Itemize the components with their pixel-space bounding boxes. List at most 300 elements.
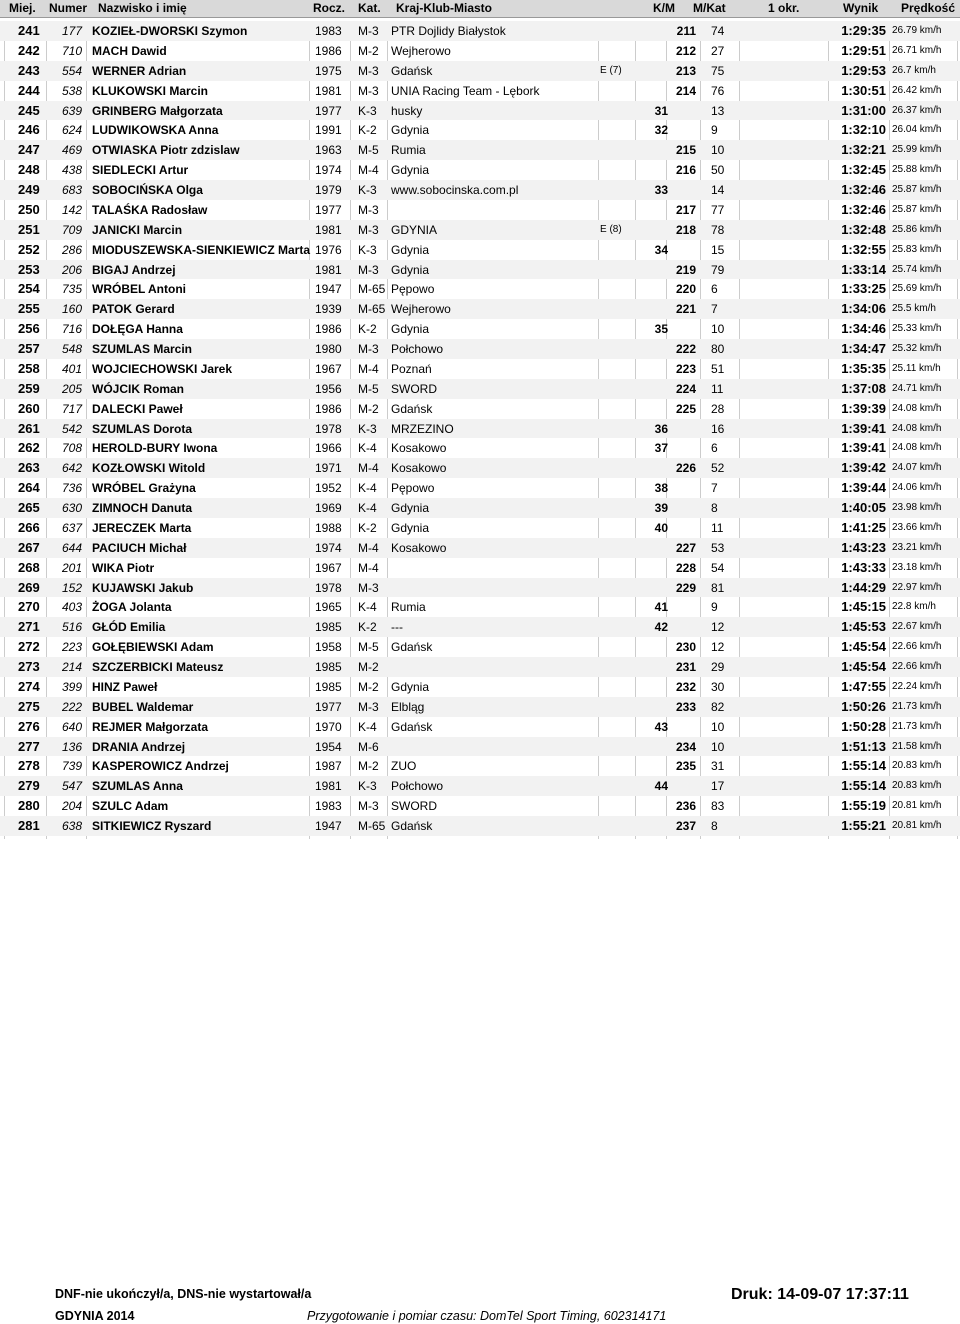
club-cell: ZUO xyxy=(391,759,417,774)
category-cell: M-2 xyxy=(358,679,379,694)
table-row xyxy=(0,61,960,81)
place-cell: 255 xyxy=(18,301,40,317)
open-place-cell: 234 xyxy=(675,739,696,754)
speed-cell: 22.67 km/h xyxy=(892,621,942,633)
result-time-cell: 1:55:21 xyxy=(841,818,886,833)
club-cell: Gdańsk xyxy=(391,63,433,78)
open-place-cell: 237 xyxy=(675,819,696,833)
speed-cell: 20.81 km/h xyxy=(892,820,942,831)
category-cell: M-2 xyxy=(358,43,379,58)
mkat-place-cell: 10 xyxy=(711,719,725,734)
club-cell: Elbląg xyxy=(391,699,425,714)
result-time-cell: 1:30:51 xyxy=(841,82,886,98)
table-header xyxy=(0,0,960,18)
mkat-place-cell: 10 xyxy=(711,143,725,158)
number-cell: 644 xyxy=(62,540,83,555)
name-cell: SZUMLAS Dorota xyxy=(92,421,192,436)
category-cell: M-5 xyxy=(358,640,379,655)
table-row xyxy=(0,140,960,160)
number-cell: 683 xyxy=(62,183,83,197)
result-time-cell: 1:32:55 xyxy=(841,241,886,257)
table-row xyxy=(0,657,960,677)
category-cell: K-3 xyxy=(358,242,377,257)
name-cell: MIODUSZEWSKA-SIENKIEWICZ Marta xyxy=(92,242,311,257)
place-cell: 273 xyxy=(18,659,40,674)
category-cell: K-4 xyxy=(358,501,377,515)
year-cell: 1967 xyxy=(315,560,342,575)
km-place-cell: 31 xyxy=(654,103,668,118)
open-place-cell: 222 xyxy=(675,342,696,356)
open-place-cell: 224 xyxy=(675,381,696,396)
speed-cell: 24.08 km/h xyxy=(892,402,942,414)
category-cell: K-4 xyxy=(358,719,377,734)
mkat-place-cell: 17 xyxy=(711,779,725,794)
speed-cell: 22.66 km/h xyxy=(892,641,942,653)
name-cell: WRÓBEL Antoni xyxy=(92,282,186,297)
table-row xyxy=(0,776,960,796)
speed-cell: 25.87 km/h xyxy=(892,184,942,195)
result-time-cell: 1:50:28 xyxy=(841,718,886,734)
name-cell: JANICKI Marcin xyxy=(92,222,183,237)
mkat-place-cell: 74 xyxy=(711,24,725,38)
km-place-cell: 33 xyxy=(654,183,668,197)
table-row xyxy=(0,816,960,836)
category-cell: K-3 xyxy=(358,779,377,794)
number-cell: 516 xyxy=(62,620,83,635)
table-row xyxy=(0,21,960,41)
place-cell: 252 xyxy=(18,241,40,257)
number-cell: 223 xyxy=(62,640,83,655)
mkat-place-cell: 13 xyxy=(711,103,725,118)
km-place-cell: 37 xyxy=(654,441,668,456)
header-year: Rocz. xyxy=(313,1,346,15)
club-cell: SWORD xyxy=(391,381,437,396)
year-cell: 1981 xyxy=(315,222,342,237)
number-cell: 708 xyxy=(62,441,83,456)
table-row xyxy=(0,200,960,220)
mkat-place-cell: 7 xyxy=(711,302,718,317)
year-cell: 1985 xyxy=(315,679,342,694)
year-cell: 1977 xyxy=(315,699,342,714)
category-cell: K-2 xyxy=(358,322,377,337)
speed-cell: 20.81 km/h xyxy=(892,800,942,812)
result-time-cell: 1:50:26 xyxy=(841,698,886,714)
number-cell: 717 xyxy=(62,401,83,416)
table-row xyxy=(0,578,960,598)
table-row xyxy=(0,419,960,439)
number-cell: 638 xyxy=(62,819,83,833)
footer-legend: DNF-nie ukończył/a, DNS-nie wystartował/a xyxy=(55,1287,312,1301)
open-place-cell: 213 xyxy=(675,63,696,78)
name-cell: WOJCIECHOWSKI Jarek xyxy=(92,361,233,376)
number-cell: 735 xyxy=(62,282,83,297)
mkat-place-cell: 11 xyxy=(711,381,724,396)
speed-cell: 20.83 km/h xyxy=(892,780,942,792)
name-cell: GOŁĘBIEWSKI Adam xyxy=(92,640,214,655)
result-time-cell: 1:31:00 xyxy=(841,102,886,118)
speed-cell: 23.18 km/h xyxy=(892,561,942,573)
km-place-cell: 35 xyxy=(654,322,668,337)
open-place-cell: 233 xyxy=(675,699,696,714)
table-row xyxy=(0,617,960,637)
number-cell: 542 xyxy=(62,421,83,436)
mkat-place-cell: 16 xyxy=(711,421,725,436)
club-cell: Gdańsk xyxy=(391,401,433,416)
year-cell: 1976 xyxy=(315,242,342,257)
year-cell: 1979 xyxy=(315,183,342,197)
results-table xyxy=(0,21,960,836)
km-place-cell: 42 xyxy=(654,620,668,635)
mkat-place-cell: 12 xyxy=(711,620,725,635)
year-cell: 1956 xyxy=(315,381,342,396)
table-row xyxy=(0,299,960,319)
number-cell: 222 xyxy=(62,699,83,714)
category-cell: M-2 xyxy=(358,660,379,674)
table-row xyxy=(0,796,960,816)
result-time-cell: 1:32:48 xyxy=(841,221,886,237)
category-cell: M-6 xyxy=(358,739,379,754)
table-row xyxy=(0,677,960,697)
mkat-place-cell: 30 xyxy=(711,679,725,694)
name-cell: KASPEROWICZ Andrzej xyxy=(92,759,229,774)
header-category: Kat. xyxy=(358,1,381,15)
mkat-place-cell: 54 xyxy=(711,560,725,575)
place-cell: 258 xyxy=(18,360,40,376)
name-cell: KOZŁOWSKI Witold xyxy=(92,461,206,476)
open-place-cell: 211 xyxy=(676,24,696,38)
number-cell: 716 xyxy=(62,322,83,337)
open-place-cell: 219 xyxy=(675,262,696,277)
year-cell: 1970 xyxy=(315,719,342,734)
header-name: Nazwisko i imię xyxy=(98,1,187,15)
name-cell: BIGAJ Andrzej xyxy=(92,262,176,277)
speed-cell: 24.06 km/h xyxy=(892,482,942,494)
name-cell: OTWIASKA Piotr zdzislaw xyxy=(92,143,240,158)
year-cell: 1981 xyxy=(315,262,342,277)
category-cell: M-4 xyxy=(358,163,379,178)
e-flag-cell: E (8) xyxy=(600,223,622,235)
mkat-place-cell: 79 xyxy=(711,262,725,277)
place-cell: 254 xyxy=(18,281,40,297)
table-row xyxy=(0,379,960,399)
result-time-cell: 1:40:05 xyxy=(841,500,886,515)
open-place-cell: 235 xyxy=(675,759,696,774)
year-cell: 1966 xyxy=(315,441,342,456)
speed-cell: 25.99 km/h xyxy=(892,144,942,156)
result-time-cell: 1:55:19 xyxy=(841,798,886,814)
club-cell: Kosakowo xyxy=(391,540,447,555)
speed-cell: 23.66 km/h xyxy=(892,521,942,533)
table-row xyxy=(0,697,960,717)
place-cell: 270 xyxy=(18,599,40,615)
name-cell: WIKA Piotr xyxy=(92,560,155,575)
club-cell: --- xyxy=(391,620,403,635)
number-cell: 554 xyxy=(62,63,83,78)
category-cell: M-3 xyxy=(358,699,379,714)
speed-cell: 25.11 km/h xyxy=(892,362,941,374)
mkat-place-cell: 6 xyxy=(711,441,718,456)
club-cell: Gdynia xyxy=(391,322,430,337)
mkat-place-cell: 29 xyxy=(711,660,725,674)
mkat-place-cell: 78 xyxy=(711,222,725,237)
header-speed: Prędkość xyxy=(901,1,956,15)
name-cell: ZIMNOCH Danuta xyxy=(92,501,192,515)
speed-cell: 26.42 km/h xyxy=(892,84,942,96)
place-cell: 269 xyxy=(18,579,40,595)
result-time-cell: 1:34:47 xyxy=(841,341,886,356)
club-cell: Pępowo xyxy=(391,481,435,496)
number-cell: 710 xyxy=(62,43,83,58)
place-cell: 264 xyxy=(18,480,40,496)
speed-cell: 22.97 km/h xyxy=(892,581,942,593)
header-mkat: M/Kat xyxy=(693,1,726,15)
place-cell: 274 xyxy=(18,678,40,694)
place-cell: 243 xyxy=(18,62,40,78)
speed-cell: 26.04 km/h xyxy=(892,124,942,136)
club-cell: Połchowo xyxy=(391,779,444,794)
result-time-cell: 1:32:21 xyxy=(841,142,886,158)
speed-cell: 26.79 km/h xyxy=(892,25,942,36)
speed-cell: 24.08 km/h xyxy=(892,442,942,454)
category-cell: M-3 xyxy=(358,222,379,237)
header-number: Numer xyxy=(49,1,88,15)
open-place-cell: 220 xyxy=(675,282,696,297)
speed-cell: 23.21 km/h xyxy=(892,541,942,553)
category-cell: M-65 xyxy=(358,302,386,317)
name-cell: KOZIEŁ-DWORSKI Szymon xyxy=(92,24,248,38)
table-row xyxy=(0,458,960,478)
mkat-place-cell: 15 xyxy=(711,242,725,257)
km-place-cell: 44 xyxy=(654,779,668,794)
number-cell: 142 xyxy=(62,202,83,217)
name-cell: DALECKI Paweł xyxy=(92,401,183,416)
category-cell: K-2 xyxy=(358,123,377,138)
speed-cell: 25.74 km/h xyxy=(892,263,942,275)
header-lap: 1 okr. xyxy=(768,1,800,15)
speed-cell: 22.66 km/h xyxy=(892,661,942,672)
club-cell: Kosakowo xyxy=(391,441,447,456)
speed-cell: 24.07 km/h xyxy=(892,462,942,474)
category-cell: M-5 xyxy=(358,143,379,158)
header-km: K/M xyxy=(653,1,675,15)
place-cell: 257 xyxy=(18,341,40,356)
speed-cell: 25.32 km/h xyxy=(892,343,942,354)
year-cell: 1954 xyxy=(315,739,342,754)
result-time-cell: 1:43:23 xyxy=(841,539,886,555)
result-time-cell: 1:41:25 xyxy=(841,519,886,535)
club-cell: Gdynia xyxy=(391,123,430,138)
mkat-place-cell: 10 xyxy=(711,322,725,337)
speed-cell: 25.87 km/h xyxy=(892,203,942,215)
open-place-cell: 228 xyxy=(675,560,696,575)
name-cell: HINZ Paweł xyxy=(92,679,158,694)
name-cell: GRINBERG Małgorzata xyxy=(92,103,223,118)
category-cell: M-3 xyxy=(358,262,379,277)
name-cell: MACH Dawid xyxy=(92,43,167,58)
number-cell: 547 xyxy=(62,779,83,794)
name-cell: ŻOGA Jolanta xyxy=(92,600,172,615)
speed-cell: 22.8 km/h xyxy=(892,601,936,613)
header-result: Wynik xyxy=(843,1,879,15)
result-time-cell: 1:39:44 xyxy=(841,480,886,496)
place-cell: 268 xyxy=(18,559,40,575)
result-time-cell: 1:37:08 xyxy=(841,380,886,396)
category-cell: M-3 xyxy=(358,63,379,78)
km-place-cell: 41 xyxy=(654,600,668,615)
mkat-place-cell: 9 xyxy=(711,600,718,615)
category-cell: K-4 xyxy=(358,600,377,615)
club-cell: Rumia xyxy=(391,143,426,158)
category-cell: M-4 xyxy=(358,361,379,376)
place-cell: 242 xyxy=(18,42,40,58)
club-cell: Poznań xyxy=(391,361,432,376)
category-cell: M-3 xyxy=(358,799,379,814)
number-cell: 630 xyxy=(62,501,83,515)
table-row xyxy=(0,498,960,518)
open-place-cell: 230 xyxy=(675,640,696,655)
number-cell: 538 xyxy=(62,83,83,98)
speed-cell: 24.71 km/h xyxy=(892,382,942,394)
year-cell: 1987 xyxy=(315,759,342,774)
table-row xyxy=(0,220,960,240)
name-cell: SZUMLAS Anna xyxy=(92,779,183,794)
number-cell: 548 xyxy=(62,342,83,356)
speed-cell: 26.71 km/h xyxy=(892,44,942,56)
number-cell: 403 xyxy=(62,600,83,615)
year-cell: 1971 xyxy=(315,461,342,476)
number-cell: 205 xyxy=(62,381,83,396)
result-time-cell: 1:51:13 xyxy=(841,738,886,754)
table-row xyxy=(0,737,960,757)
mkat-place-cell: 83 xyxy=(711,799,725,814)
mkat-place-cell: 82 xyxy=(711,699,725,714)
mkat-place-cell: 77 xyxy=(711,202,725,217)
result-time-cell: 1:33:25 xyxy=(841,281,886,297)
result-time-cell: 1:44:29 xyxy=(841,579,886,595)
place-cell: 259 xyxy=(18,380,40,396)
name-cell: SIEDLECKI Artur xyxy=(92,163,189,178)
number-cell: 286 xyxy=(62,242,83,257)
mkat-place-cell: 6 xyxy=(711,282,718,297)
year-cell: 1983 xyxy=(315,799,342,814)
club-cell: Gdynia xyxy=(391,262,430,277)
year-cell: 1988 xyxy=(315,520,342,535)
speed-cell: 21.58 km/h xyxy=(892,740,942,752)
place-cell: 272 xyxy=(18,639,40,655)
speed-cell: 25.86 km/h xyxy=(892,223,942,235)
category-cell: K-4 xyxy=(358,481,377,496)
club-cell: MRZEZINO xyxy=(391,421,454,436)
number-cell: 214 xyxy=(62,660,83,674)
footer-timing: Przygotowanie i pomiar czasu: DomTel Sport Timing, 602314171 xyxy=(307,1309,667,1323)
place-cell: 277 xyxy=(18,738,40,754)
club-cell: SWORD xyxy=(391,799,437,814)
result-time-cell: 1:45:53 xyxy=(841,619,886,635)
category-cell: K-4 xyxy=(358,441,377,456)
name-cell: HEROLD-BURY Iwona xyxy=(92,441,218,456)
speed-cell: 26.7 km/h xyxy=(892,64,936,76)
open-place-cell: 226 xyxy=(675,461,696,476)
table-row xyxy=(0,538,960,558)
table-row xyxy=(0,339,960,359)
place-cell: 281 xyxy=(18,818,40,833)
number-cell: 736 xyxy=(62,481,83,496)
category-cell: M-4 xyxy=(358,461,379,476)
club-cell: Kosakowo xyxy=(391,461,447,476)
number-cell: 469 xyxy=(62,143,83,158)
category-cell: M-3 xyxy=(358,83,379,98)
place-cell: 278 xyxy=(18,758,40,774)
result-time-cell: 1:33:14 xyxy=(841,261,886,277)
club-cell: Gdańsk xyxy=(391,640,433,655)
result-time-cell: 1:43:33 xyxy=(841,559,886,575)
table-row xyxy=(0,81,960,101)
year-cell: 1974 xyxy=(315,540,342,555)
result-time-cell: 1:45:54 xyxy=(841,659,886,674)
mkat-place-cell: 53 xyxy=(711,540,725,555)
place-cell: 241 xyxy=(18,23,40,38)
mkat-place-cell: 31 xyxy=(711,759,725,774)
name-cell: KUJAWSKI Jakub xyxy=(92,580,194,595)
name-cell: PACIUCH Michał xyxy=(92,540,187,555)
open-place-cell: 229 xyxy=(675,580,696,595)
open-place-cell: 212 xyxy=(675,43,696,58)
place-cell: 263 xyxy=(18,460,40,476)
year-cell: 1969 xyxy=(315,501,342,515)
table-row xyxy=(0,558,960,578)
club-cell: Gdynia xyxy=(391,520,430,535)
number-cell: 401 xyxy=(62,361,83,376)
footer-event: GDYNIA 2014 xyxy=(55,1309,135,1323)
place-cell: 244 xyxy=(18,82,40,98)
result-time-cell: 1:32:46 xyxy=(841,201,886,217)
open-place-cell: 214 xyxy=(675,83,696,98)
year-cell: 1983 xyxy=(315,24,342,38)
name-cell: DOŁĘGA Hanna xyxy=(92,322,183,337)
club-cell: Gdynia xyxy=(391,242,430,257)
table-row xyxy=(0,518,960,538)
mkat-place-cell: 81 xyxy=(711,580,725,595)
header-place: Miej. xyxy=(9,1,36,15)
speed-cell: 21.73 km/h xyxy=(892,700,942,712)
open-place-cell: 225 xyxy=(675,401,696,416)
place-cell: 271 xyxy=(18,619,40,635)
place-cell: 253 xyxy=(18,261,40,277)
place-cell: 262 xyxy=(18,440,40,456)
year-cell: 1978 xyxy=(315,580,342,595)
place-cell: 245 xyxy=(18,102,40,118)
result-time-cell: 1:29:35 xyxy=(841,23,886,38)
mkat-place-cell: 14 xyxy=(711,183,725,197)
table-row xyxy=(0,359,960,379)
result-time-cell: 1:47:55 xyxy=(841,678,886,694)
club-cell: Rumia xyxy=(391,600,426,615)
result-time-cell: 1:34:06 xyxy=(841,301,886,317)
year-cell: 1986 xyxy=(315,322,342,337)
name-cell: PATOK Gerard xyxy=(92,302,175,317)
category-cell: M-3 xyxy=(358,24,379,38)
km-place-cell: 40 xyxy=(654,520,668,535)
name-cell: REJMER Małgorzata xyxy=(92,719,209,734)
km-place-cell: 38 xyxy=(654,481,668,496)
mkat-place-cell: 10 xyxy=(711,739,725,754)
result-time-cell: 1:32:45 xyxy=(841,162,886,178)
number-cell: 204 xyxy=(62,799,83,814)
number-cell: 399 xyxy=(62,679,83,694)
mkat-place-cell: 8 xyxy=(711,819,718,833)
speed-cell: 20.83 km/h xyxy=(892,760,942,772)
place-cell: 246 xyxy=(18,122,40,138)
